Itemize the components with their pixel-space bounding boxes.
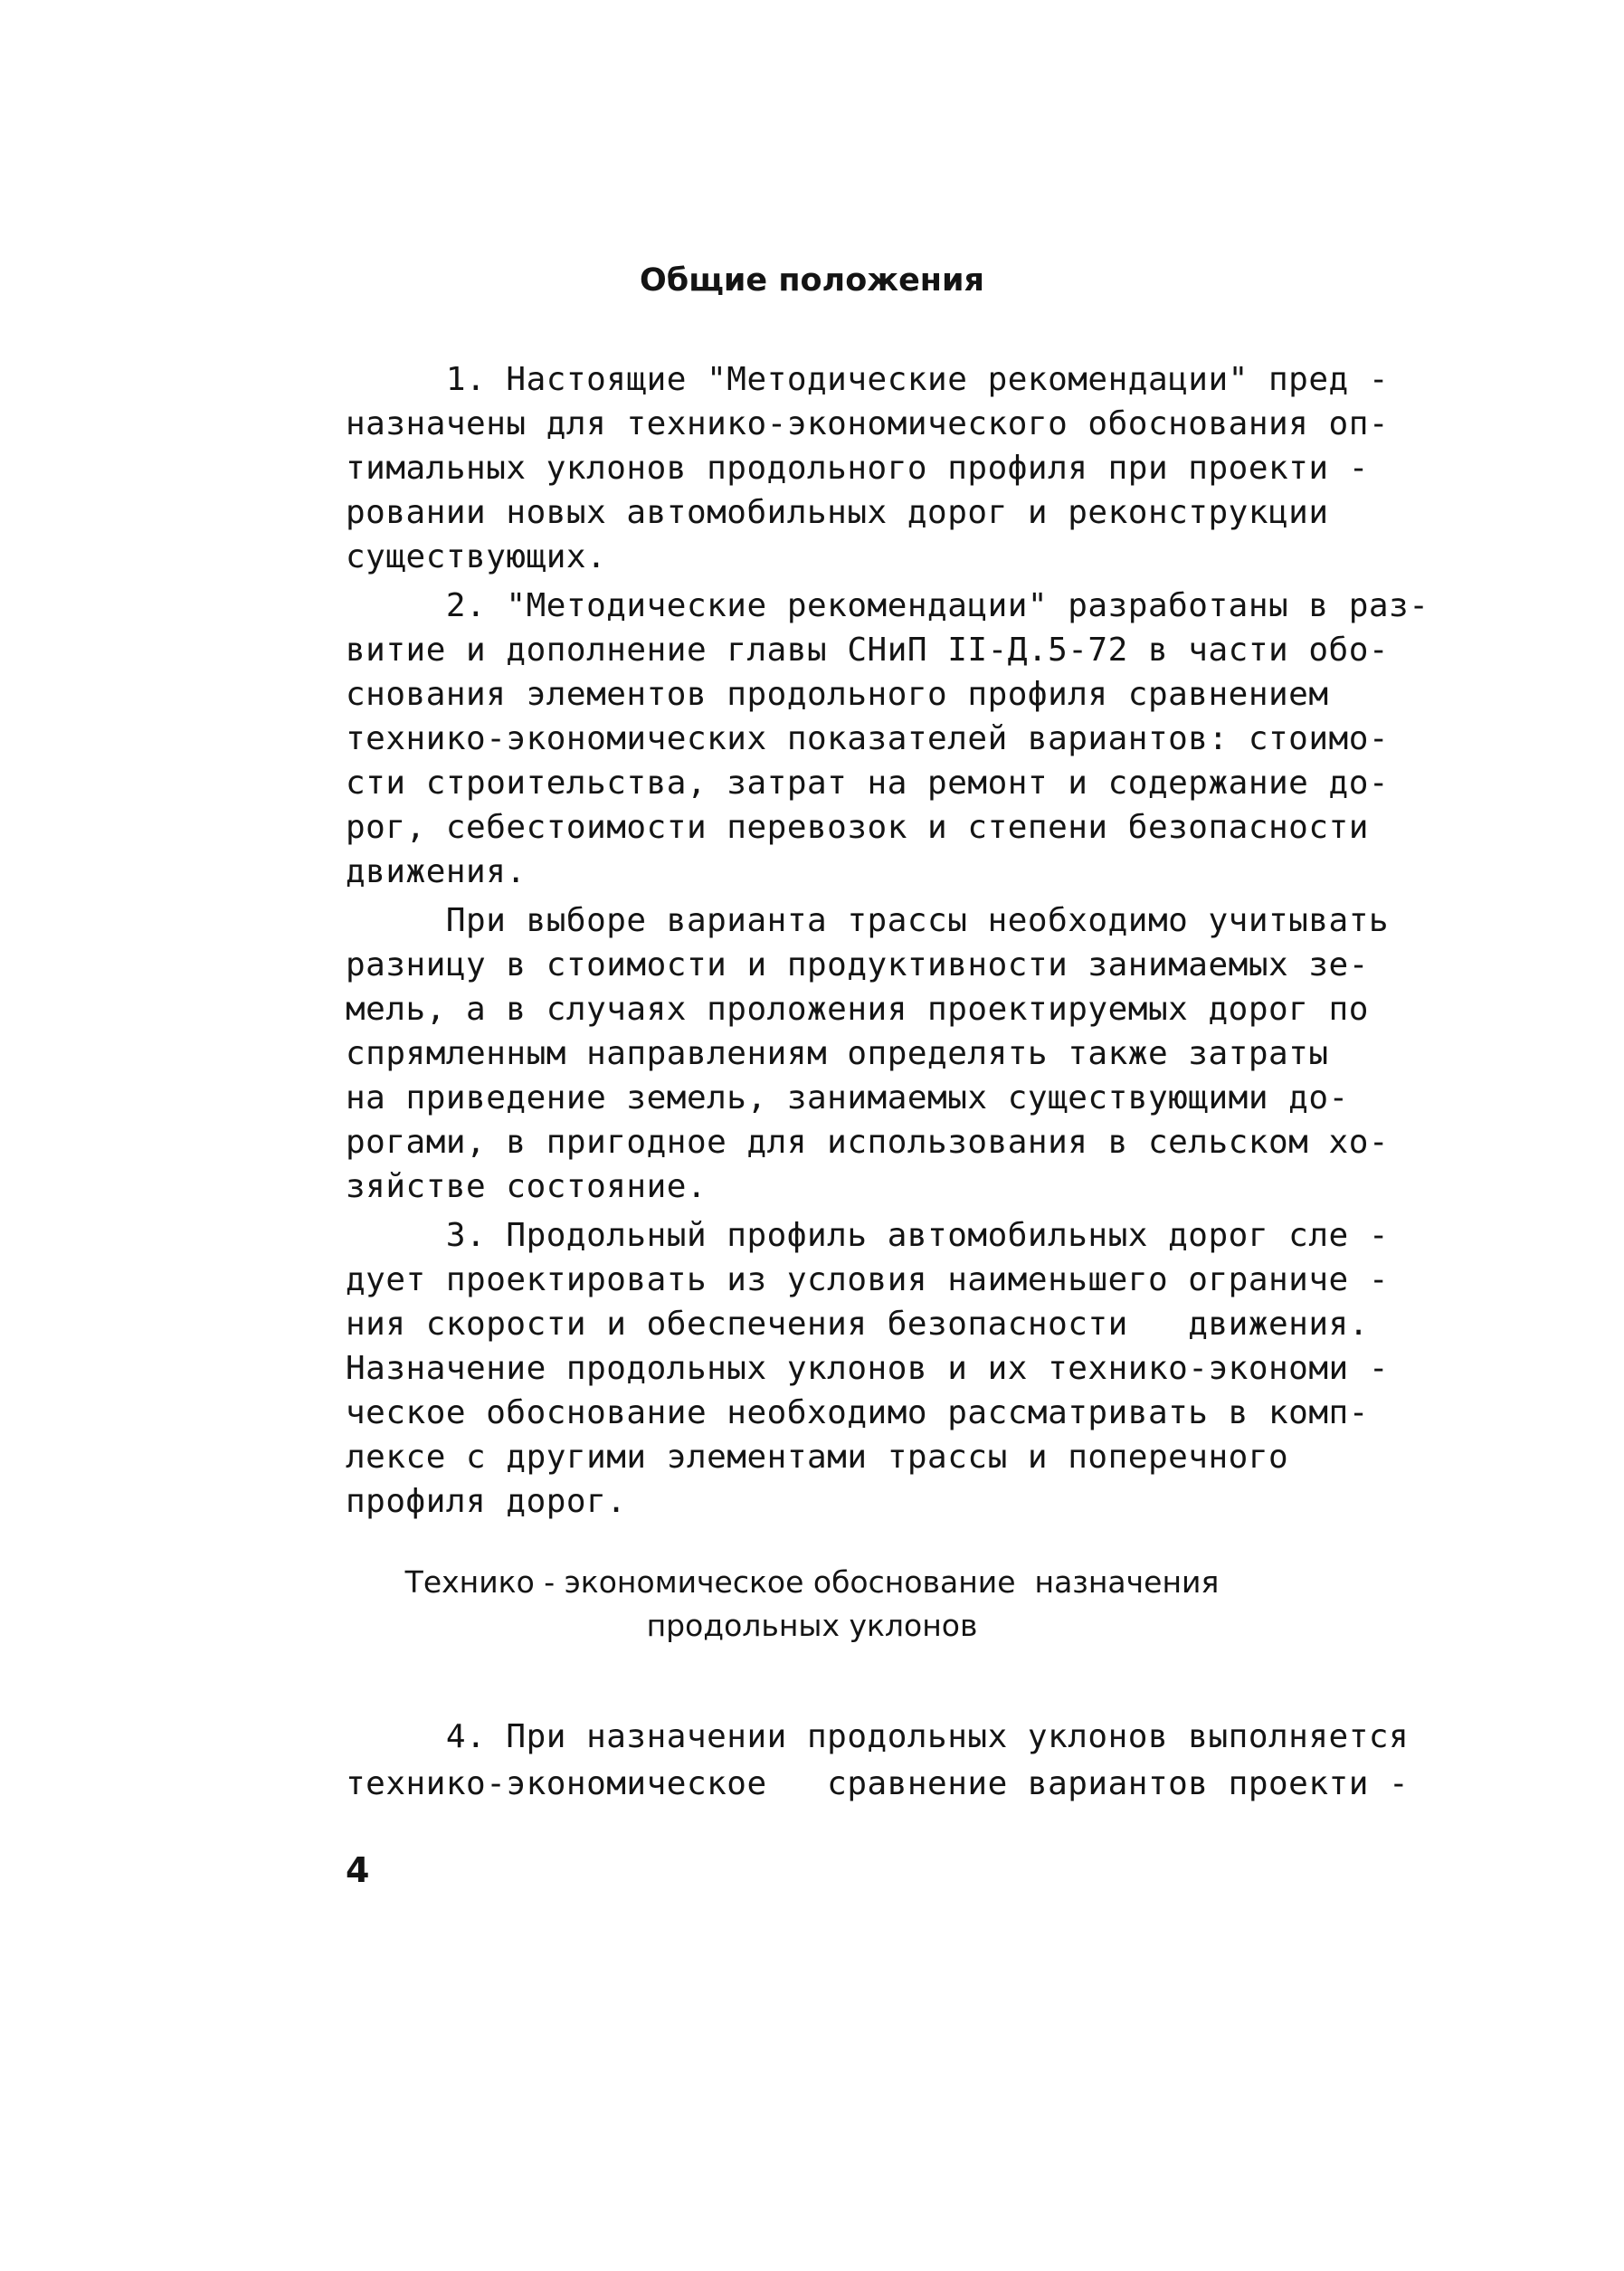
text-line: зяйстве состояние.: [346, 1168, 708, 1205]
section-heading-general: Общие положения: [640, 262, 984, 299]
text-line: снования элементов продольного профиля сравнением: [346, 676, 1329, 713]
section-heading-line: продольных уклонов: [646, 1608, 978, 1643]
text-line: движения.: [346, 853, 527, 890]
page-number: 4: [346, 1850, 370, 1890]
text-line: технико-экономических показателей вариантов: стоимо-: [346, 720, 1390, 757]
text-line: рог, себестоимости перевозок и степени безопасности: [346, 809, 1369, 846]
text-line: профиля дорог.: [346, 1483, 627, 1520]
text-line: мель, а в случаях проложения проектируемых дорог по: [346, 991, 1369, 1028]
text-line: на приведение земель, занимаемых существующими до-: [346, 1079, 1349, 1116]
text-line: ческое обоснование необходимо рассматривать в комп-: [346, 1394, 1369, 1431]
text-line: При выборе варианта трассы необходимо учитывать: [346, 902, 1390, 939]
text-line: ровании новых автомобильных дорог и реконструкции: [346, 494, 1329, 531]
text-line: 3. Продольный профиль автомобильных дорог сле -: [346, 1217, 1390, 1254]
text-line: спрямленным направлениям определять также затраты: [346, 1035, 1329, 1072]
text-line: 4. При назначении продольных уклонов выполняется: [346, 1718, 1410, 1755]
text-line: лексе с другими элементами трассы и поперечного: [346, 1439, 1289, 1476]
text-line: ния скорости и обеспечения безопасности движения.: [346, 1306, 1369, 1343]
section-heading-line: Технико - экономическое обоснование назначения: [404, 1564, 1220, 1600]
text-line: тимальных уклонов продольного профиля при проекти -: [346, 450, 1369, 487]
section-heading-feasibility: [0, 1561, 1624, 1648]
text-line: 2. "Методические рекомендации" разработаны в раз-: [346, 587, 1429, 624]
text-line: 1. Настоящие "Методические рекомендации" пред -: [346, 361, 1390, 398]
text-line: дует проектировать из условия наименьшего ограниче -: [346, 1261, 1390, 1298]
text-line: разницу в стоимости и продуктивности занимаемых зе-: [346, 946, 1369, 983]
text-line: технико-экономическое сравнение вариантов проекти -: [346, 1765, 1410, 1802]
text-line: существующих.: [346, 538, 607, 575]
text-line: витие и дополнение главы СНиП II-Д.5-72 в части обо-: [346, 632, 1390, 669]
text-line: сти строительства, затрат на ремонт и содержание до-: [346, 765, 1390, 802]
text-line: Назначение продольных уклонов и их технико-экономи -: [346, 1350, 1390, 1387]
text-line: рогами, в пригодное для использования в сельском хо-: [346, 1124, 1390, 1161]
text-line: назначены для технико-экономического обоснования оп-: [346, 405, 1390, 442]
